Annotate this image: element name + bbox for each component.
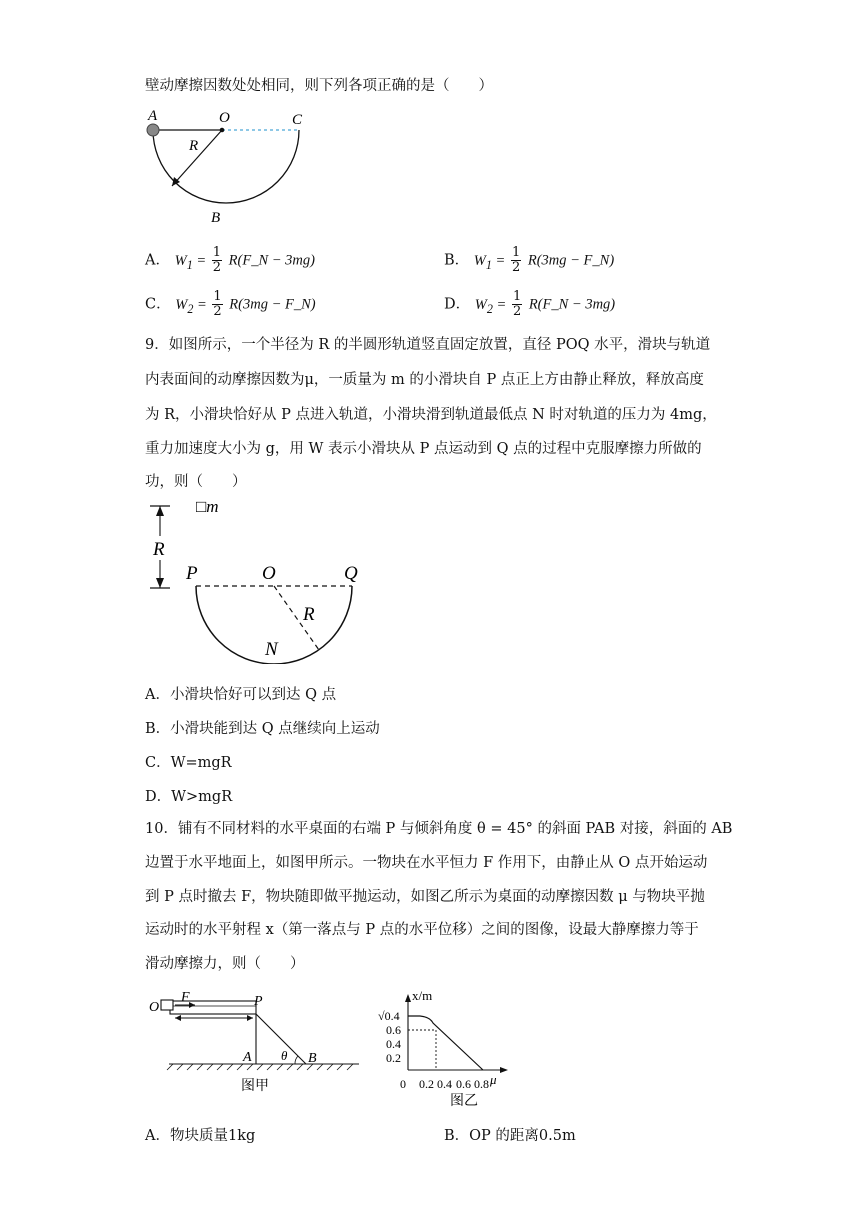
q10b-x-tick-0: 0	[400, 1077, 406, 1091]
q9-label-n: N	[265, 639, 278, 660]
q10-figure-b	[370, 986, 530, 1110]
q10b-x-axis-label: μ	[490, 1072, 497, 1087]
q10b-y-tick-06: 0.6	[386, 1023, 401, 1037]
q10a-label-p: P	[254, 994, 263, 1009]
q8-option-b[interactable]: B． $W_1$ = $\frac{1}{2}$ R(3mg − F_N)	[444, 245, 615, 275]
q8-label-a: A	[148, 108, 158, 124]
q9-label-m: □m	[196, 497, 219, 516]
q10-line-4: 运动时的水平射程 x（第一落点与 P 点的水平位移）之间的图像，设最大静摩擦力等于	[145, 922, 699, 938]
q10a-label-theta: θ	[281, 1048, 288, 1063]
q9-line-1: 9．如图所示，一个半径为 R 的半圆形轨道竖直固定放置，直径 POQ 水平，滑块与轨道	[145, 337, 711, 353]
q9-option-b[interactable]: B．小滑块能到达 Q 点继续向上运动	[145, 721, 380, 737]
q10b-x-tick-04: 0.4	[437, 1077, 452, 1091]
q8-figure	[140, 106, 320, 230]
q9-label-q: Q	[344, 563, 358, 584]
q10a-label-a: A	[243, 1050, 252, 1065]
q8-option-d[interactable]: D． $W_2$ = $\frac{1}{2}$ R(F_N − 3mg)	[444, 289, 616, 319]
q8-label-b: B	[211, 210, 221, 226]
q9-label-p: P	[186, 563, 198, 584]
q9-line-2: 内表面间的动摩擦因数为μ，一质量为 m 的小滑块自 P 点正上方由静止释放，释放高度	[145, 372, 704, 388]
q10a-label-b: B	[308, 1051, 317, 1066]
q10-line-3: 到 P 点时撤去 F，物块随即做平抛运动，如图乙所示为桌面的动摩擦因数 μ 与物块平抛	[145, 889, 705, 905]
q10a-label-o: O	[149, 1000, 160, 1015]
q9-line-5: 功，则（ ）	[145, 474, 247, 490]
q8-option-c[interactable]: C． $W_2$ = $\frac{1}{2}$ R(3mg − F_N)	[145, 289, 316, 319]
q9-line-3: 为 R，小滑块恰好从 P 点进入轨道，小滑块滑到轨道最低点 N 时对轨道的压力为 4mg，	[145, 407, 717, 423]
q10-line-1: 10．铺有不同材料的水平桌面的右端 P 与倾斜角度 θ = 45° 的斜面 PAB 对接，斜面的 AB	[145, 821, 733, 837]
q10b-y-axis-label: x/m	[412, 988, 433, 1003]
q10-option-b[interactable]: B．OP 的距离0.5m	[444, 1128, 576, 1144]
q8-intro-tail: 壁动摩擦因数处处相同，则下列各项正确的是（ ）	[145, 78, 493, 94]
q9-option-c[interactable]: C．W=mgR	[145, 755, 232, 771]
q9-line-4: 重力加速度大小为 g，用 W 表示小滑块从 P 点运动到 Q 点的过程中克服摩擦力所做的	[145, 441, 702, 457]
q10b-y-tick-sqrt: √0.4	[378, 1009, 400, 1023]
q10a-caption: 图甲	[241, 1079, 269, 1094]
q10b-y-tick-02: 0.2	[386, 1051, 401, 1065]
q10-line-5: 滑动摩擦力，则（ ）	[145, 956, 305, 972]
q8-option-a[interactable]: A． $W_1$ = $\frac{1}{2}$ R(F_N − 3mg)	[145, 245, 315, 275]
q10b-x-tick-06: 0.6	[456, 1077, 471, 1091]
q9-option-a[interactable]: A．小滑块恰好可以到达 Q 点	[145, 687, 337, 703]
q9-label-r: R	[303, 604, 315, 625]
q10a-label-f: F	[181, 992, 190, 1005]
q10-line-2: 边置于水平地面上，如图甲所示。一物块在水平恒力 F 作用下，由静止从 O 点开始运动	[145, 855, 708, 871]
q8-label-o: O	[219, 110, 230, 126]
q10b-x-tick-08: 0.8	[474, 1077, 489, 1091]
q10-figure-a	[145, 992, 365, 1098]
q10b-caption: 图乙	[450, 1094, 478, 1109]
q8-label-c: C	[292, 112, 303, 128]
q10b-y-tick-04: 0.4	[386, 1037, 401, 1051]
q10-option-a[interactable]: A．物块质量1kg	[145, 1128, 256, 1144]
q9-option-d[interactable]: D．W>mgR	[145, 789, 233, 805]
q9-figure	[148, 492, 378, 664]
q9-label-r-height: R	[153, 539, 165, 560]
q8-label-r: R	[189, 138, 199, 154]
q9-label-o: O	[262, 563, 276, 584]
q10b-x-tick-02: 0.2	[419, 1077, 434, 1091]
